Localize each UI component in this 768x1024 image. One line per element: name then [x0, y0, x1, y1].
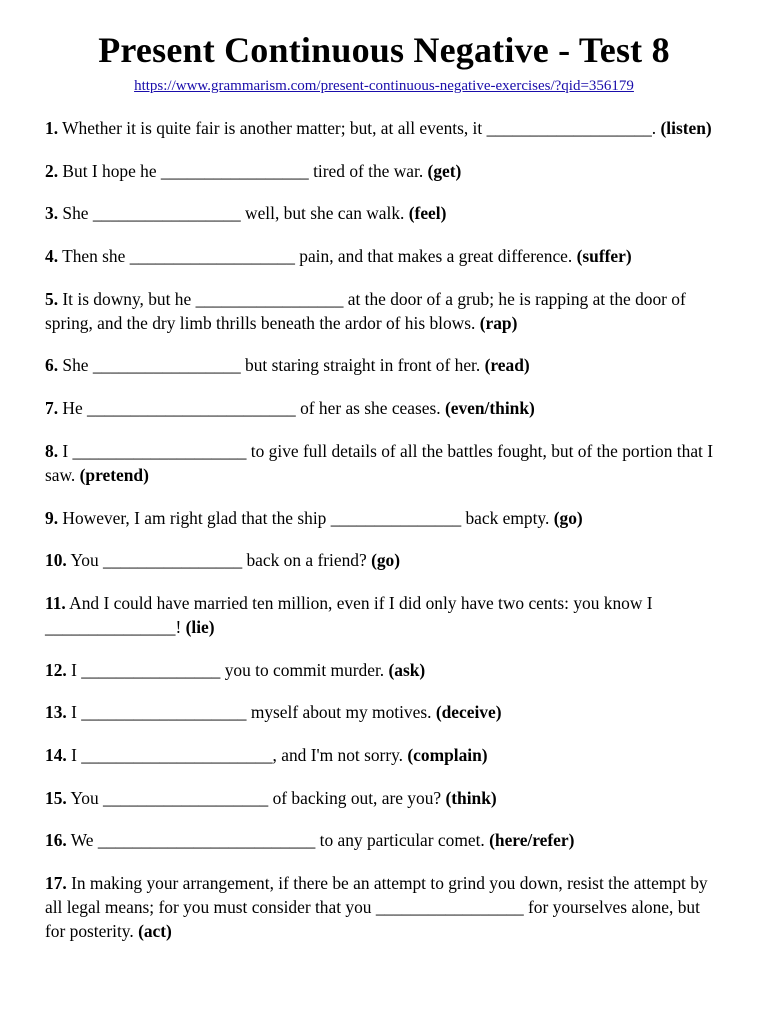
- question-text-before: It is downy, but he: [58, 288, 196, 309]
- answer-blank: _________________: [160, 160, 309, 181]
- question-item: [45, 591, 723, 639]
- question-text-after: of her as she ceases.: [295, 398, 445, 419]
- verb-hint: (here/refer): [489, 830, 575, 851]
- question-number: 13.: [45, 702, 67, 723]
- answer-blank: ___________________: [103, 787, 269, 808]
- question-text-before: I: [58, 440, 73, 461]
- answer-blank: ________________________: [87, 398, 296, 419]
- question-text-before: I: [66, 744, 82, 765]
- question-item: [45, 439, 723, 487]
- question-item: [45, 506, 723, 530]
- question-item: [45, 287, 723, 335]
- question-text-before: You: [66, 787, 104, 808]
- question-item: [45, 201, 723, 225]
- question-text-before: You: [66, 550, 104, 571]
- question-text-after: to any particular comet.: [315, 830, 490, 851]
- question-number: 12.: [45, 659, 67, 680]
- question-text-after: at the door of a grub; he is rapping at the door of spring, and the dry limb thrills beneath the ardor of his blows.: [45, 288, 686, 333]
- question-text-before: I: [66, 702, 82, 723]
- question-text-after: well, but she can walk.: [240, 203, 409, 224]
- verb-hint: (go): [371, 550, 401, 571]
- question-number: 17.: [45, 873, 67, 893]
- question-text-after: .: [651, 118, 661, 138]
- verb-hint: (read): [484, 355, 530, 376]
- question-text-after: myself about my motives.: [246, 702, 436, 723]
- verb-hint: (go): [553, 507, 583, 528]
- answer-blank: _______________: [330, 507, 462, 528]
- question-number: 15.: [45, 787, 67, 808]
- question-number: 6.: [45, 355, 59, 376]
- question-number: 1.: [45, 118, 59, 138]
- question-number: 8.: [45, 440, 59, 461]
- question-number: 10.: [45, 550, 67, 571]
- question-text-before: However, I am right glad that the ship: [58, 507, 331, 528]
- verb-hint: (lie): [185, 616, 215, 637]
- question-item: [45, 159, 723, 183]
- question-item: [45, 871, 723, 943]
- page-title: Present Continuous Negative - Test 8: [98, 30, 670, 70]
- question-number: 2.: [45, 160, 59, 181]
- question-item: [45, 743, 723, 767]
- question-text-before: I: [66, 659, 82, 680]
- question-text-before: She: [58, 355, 93, 376]
- question-item: [45, 658, 723, 682]
- question-text-after: you to commit murder.: [220, 659, 389, 680]
- question-number: 9.: [45, 507, 59, 528]
- question-text-before: He: [58, 398, 88, 419]
- question-item: [45, 828, 723, 852]
- question-text-before: Whether it is quite fair is another matter; but, at all events, it: [58, 118, 487, 138]
- source-link[interactable]: https://www.grammarism.com/present-continuous-negative-exercises/?qid=356179: [134, 78, 634, 94]
- verb-hint: (act): [138, 921, 172, 941]
- answer-blank: _________________: [375, 897, 524, 917]
- answer-blank: ___________________: [129, 246, 295, 267]
- question-list: [45, 116, 723, 943]
- question-text-before: And I could have married ten million, even if I did only have two cents: you know I: [65, 592, 653, 613]
- verb-hint: (get): [427, 160, 462, 181]
- answer-blank: ___________________: [81, 702, 247, 723]
- verb-hint: (deceive): [435, 702, 502, 723]
- question-text-after: , and I'm not sorry.: [272, 744, 408, 765]
- question-text-before: In making your arrangement, if there be an attempt to grind you down, resist the attempt by all legal means; for you must consider that you: [45, 873, 708, 917]
- answer-blank: _________________: [195, 288, 344, 309]
- verb-hint: (listen): [660, 118, 712, 138]
- answer-blank: ___________________: [486, 118, 652, 138]
- question-item: [45, 548, 723, 572]
- question-text-before: She: [58, 203, 93, 224]
- question-text-after: for yourselves alone, but for posterity.: [45, 897, 700, 941]
- question-number: 16.: [45, 830, 67, 851]
- verb-hint: (feel): [408, 203, 447, 224]
- question-text-after: of backing out, are you?: [268, 787, 446, 808]
- question-item: [45, 244, 723, 268]
- answer-blank: _________________: [92, 203, 241, 224]
- question-item: [45, 396, 723, 420]
- verb-hint: (pretend): [79, 464, 149, 485]
- question-item: [45, 353, 723, 377]
- answer-blank: _________________________: [97, 830, 316, 851]
- question-text-before: We: [66, 830, 98, 851]
- verb-hint: (think): [445, 787, 497, 808]
- question-text-after: back on a friend?: [242, 550, 372, 571]
- question-item: [45, 700, 723, 724]
- verb-hint: (even/think): [444, 398, 535, 419]
- question-text-after: to give full details of all the battles fought, but of the portion that I saw.: [45, 440, 714, 485]
- question-item: [45, 786, 723, 810]
- verb-hint: (rap): [479, 312, 518, 333]
- question-text-after: tired of the war.: [308, 160, 428, 181]
- question-number: 11.: [45, 592, 66, 613]
- answer-blank: ______________________: [81, 744, 273, 765]
- answer-blank: ____________________: [72, 440, 247, 461]
- answer-blank: ________________: [103, 550, 243, 571]
- question-number: 14.: [45, 744, 67, 765]
- question-number: 5.: [45, 288, 59, 309]
- question-text-after: pain, and that makes a great difference.: [294, 246, 577, 267]
- question-number: 3.: [45, 203, 59, 224]
- question-text-after: but staring straight in front of her.: [240, 355, 485, 376]
- verb-hint: (complain): [407, 744, 488, 765]
- answer-blank: ________________: [81, 659, 221, 680]
- question-text-before: Then she: [58, 246, 130, 267]
- question-text-after: !: [175, 616, 186, 637]
- question-text-after: back empty.: [461, 507, 554, 528]
- question-item: [45, 116, 723, 140]
- verb-hint: (suffer): [576, 246, 632, 267]
- question-number: 4.: [45, 246, 59, 267]
- answer-blank: _______________: [45, 616, 176, 637]
- verb-hint: (ask): [388, 659, 426, 680]
- question-number: 7.: [45, 398, 59, 419]
- question-text-before: But I hope he: [58, 160, 161, 181]
- answer-blank: _________________: [92, 355, 241, 376]
